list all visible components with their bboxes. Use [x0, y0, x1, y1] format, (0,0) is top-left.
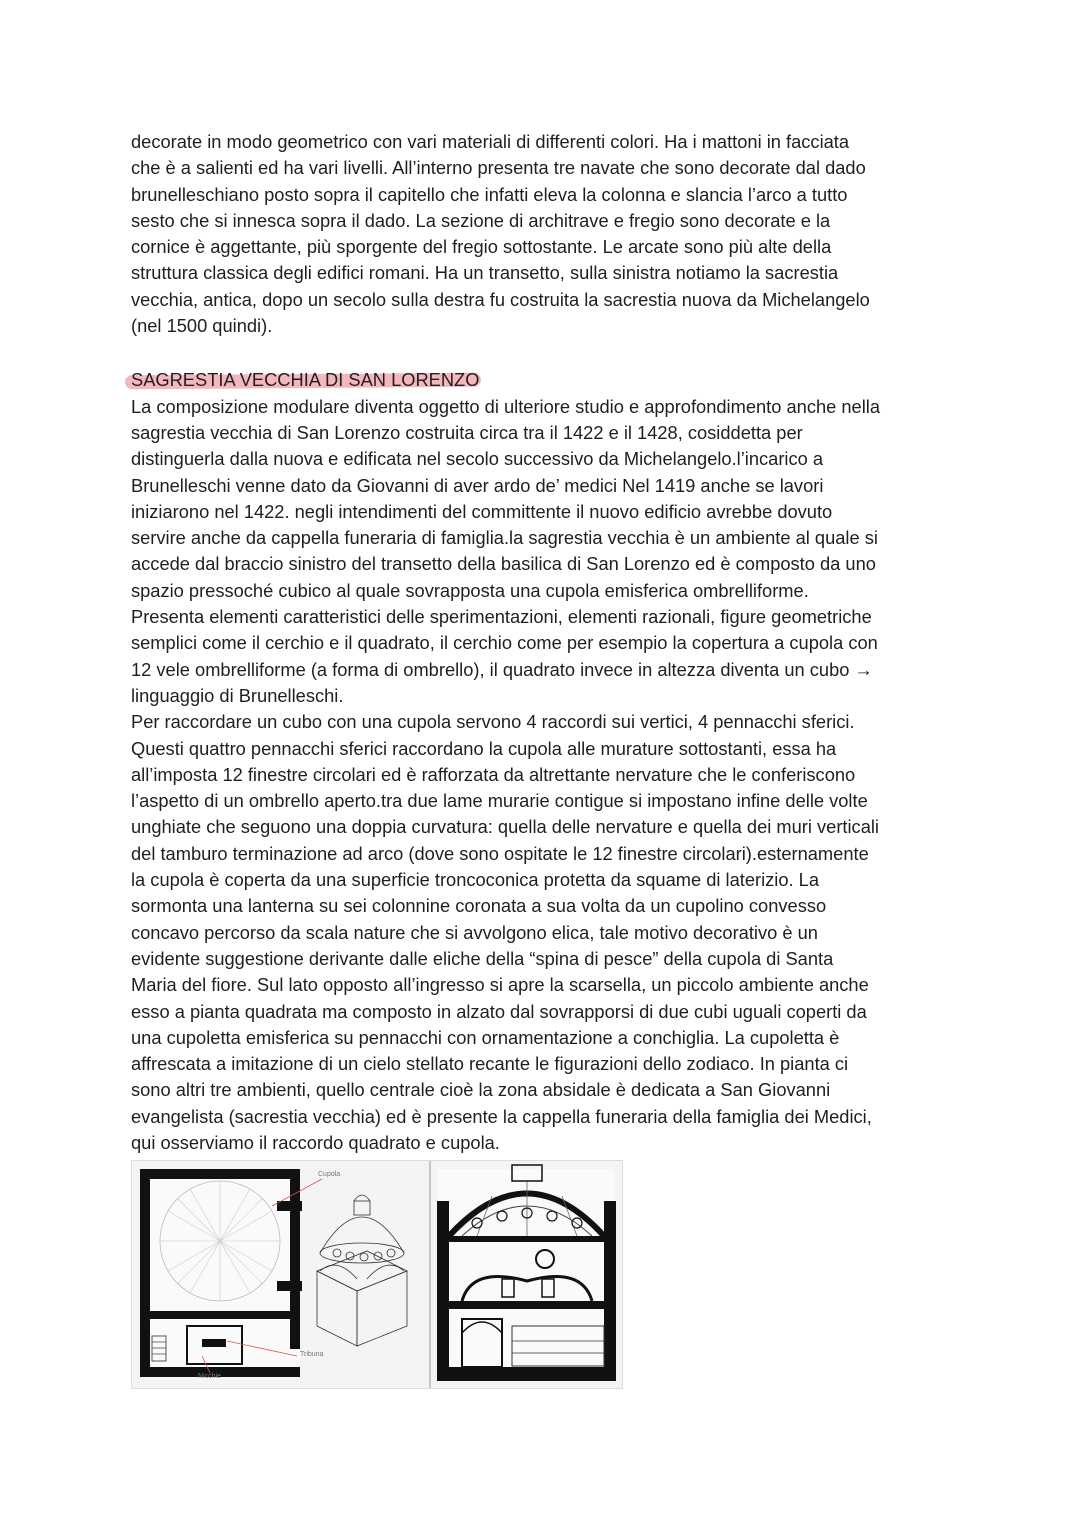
nicchie-label: Nicchie [198, 1373, 221, 1380]
sagrestia-drawings-svg [132, 1161, 622, 1388]
paragraph-gap [131, 339, 961, 367]
axonometric-drawing [317, 1195, 407, 1346]
section-heading: SAGRESTIA VECCHIA DI SAN LORENZO [131, 367, 479, 393]
tribuna-label: Tribuna [300, 1351, 324, 1358]
section-drawing [437, 1165, 616, 1381]
section-paragraph: La composizione modulare diventa oggetto di ulteriore studio e approfondimento anche nella sagrestia vecchia di San Lorenzo costruita circa tra il 1422 e il 1428, cosiddetta per distinguerla dalla nuova e edificata nel secolo successivo da Michelangelo.l’incarico a Brunelleschi venne dato da Giovanni di aver ardo de’ medici Nel 1419 anche se lavori iniziarono nel 1422. negli intendimenti del committente il nuovo edificio avrebbe dovuto servire anche da cappella funeraria di famiglia.la sagrestia vecchia è un ambiente al quale si accede dal braccio sinistro del transetto della basilica di San Lorenzo ed è composto da uno spazio pressoché cubico al quale sovrapposta una cupola emisferica ombrelliforme. Presenta elementi caratteristici delle sperimentazioni, elementi razionali, figure geometriche semplici come il cerchio e il quadrato, il cerchio come per esempio la copertura a cupola con 12 vele ombrelliforme (a forma di ombrello), il quadrato invece in altezza diventa un cubo → linguaggio di Brunelleschi. Per raccordare un cubo con una cupola servono 4 raccordi sui vertici, 4 pennacchi sferici. Questi quattro pennacchi sferici raccordano la cupola alle murature sottostanti, essa ha all’imposta 12 finestre circolari ed è rafforzata da altrettante nervature che le conferiscono l’aspetto di un ombrello aperto.tra due lame murarie contigue si impostano infine delle volte unghiate che seguono una doppia curvatura: quella delle nervature e quella dei muri verticali del tamburo terminazione ad arco (dove sono ospitate le 12 finestre circolari).esternamente la cupola è coperta da una superficie troncoconica protetta da squame di laterizio. La sormonta una lanterna su sei colonnine coronata a sua volta da un cupolino convesso concavo percorso da scala nature che si avvolgono elica, tale motivo decorativo è un evidente suggestione derivante dalle eliche della “spina di pesce” della cupola di Santa Maria del fiore. Sul lato opposto all’ingresso si apre la scarsella, un piccolo ambiente anche esso a pianta quadrata ma composto in alzato dal sovrapporsi di due cubi uguali coperti da una cupoletta emisferica su pennacchi con ornamentazione a conchiglia. La cupoletta è affrescata a imitazione di un cielo stellato recante le figurazioni dello zodiaco. In pianta ci sono altri tre ambienti, quello centrale cioè la zona absidale è dedicata a San Giovanni evangelista (sacrestia vecchia) ed è presente la cappella funeraria della famiglia dei Medici, qui osserviamo il raccordo quadrato e cupola. [131, 395, 881, 1153]
sagrestia-drawings-figure [131, 1160, 623, 1389]
cupola-label: Cupola [318, 1171, 341, 1178]
plan-drawing [140, 1169, 322, 1377]
document-page [131, 129, 961, 1156]
intro-paragraph: decorate in modo geometrico con vari materiali di differenti colori. Ha i mattoni in facciata che è a salienti ed ha vari livelli. All’interno presenta tre navate che sono decorate dal dado brunelleschiano posto sopra il capitello che infatti eleva la colonna e slancia l’arco a tutto sesto che si innesca sopra il dado. La sezione di architrave e fregio sono decorate e la cornice è aggettante, più sporgente del fregio sottostante. Le arcate sono più alte della struttura classica degli edifici romani. Ha un transetto, sulla sinistra notiamo la sacrestia vecchia, antica, dopo un secolo sulla destra fu costruita la sacrestia nuova da Michelangelo (nel 1500 quindi). [131, 131, 870, 337]
